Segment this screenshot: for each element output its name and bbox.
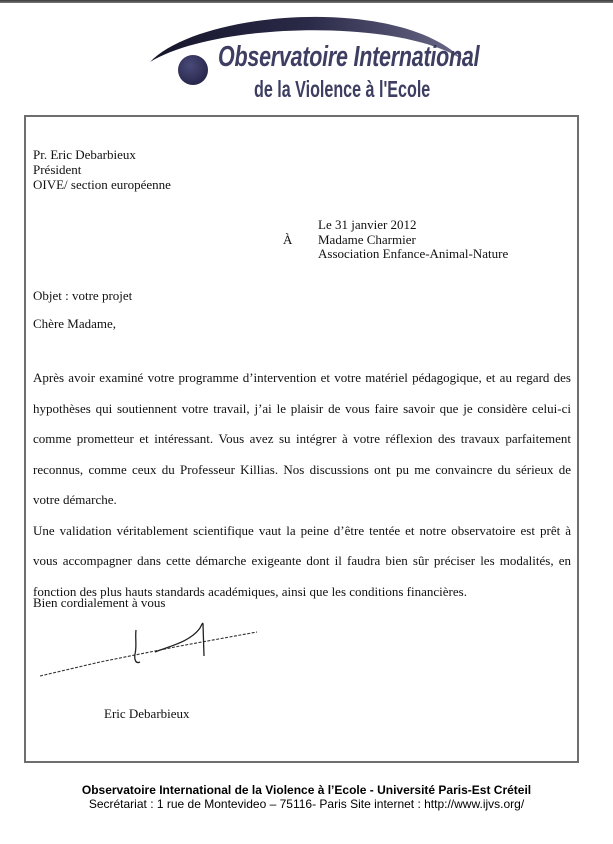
closing: Bien cordialement à vous <box>33 595 166 610</box>
organization-logo <box>0 0 613 110</box>
signatory-name: Eric Debarbieux <box>104 706 190 721</box>
letter-body <box>33 363 571 607</box>
logo-subtitle: de la Violence à l'Ecole <box>254 76 431 102</box>
signature <box>0 600 300 700</box>
sender-org: OIVE/ section européenne <box>33 177 171 192</box>
footer-organization: Observatoire International de la Violence à l’Ecole - Université Paris-Est Créteil <box>81 783 532 797</box>
logo-title: Observatoire International <box>218 41 480 73</box>
salutation: Chère Madame, <box>33 316 117 331</box>
recipient-marker: À <box>283 232 293 247</box>
signature-stroke-1 <box>135 630 140 663</box>
recipient-org: Association Enfance-Animal-Nature <box>318 246 509 261</box>
signature-baseline <box>40 632 257 676</box>
paragraph: Après avoir examiné votre programme d’intervention et votre matériel pédagogique, et au regard des hypothèses qui soutiennent votre travail, j’ai le plaisir de vous faire savoir que je considère celui-ci comme prometteur et intéressant. Vous avez su intégrer à votre réflexion des travaux parfaitement reconnus, comme ceux du Professeur Killias. Nos discussions ont pu me convaincre du sérieux de votre démarche. <box>33 370 571 507</box>
recipient-name: Madame Charmier <box>318 232 416 247</box>
logo-dot <box>178 55 208 85</box>
subject-line: Objet : votre projet <box>33 288 133 303</box>
sender-title: Président <box>33 162 82 177</box>
sender-name: Pr. Eric Debarbieux <box>33 147 136 162</box>
letter-date: Le 31 janvier 2012 <box>318 217 417 232</box>
paragraph: Une validation véritablement scientifique vaut la peine d’être tentée et notre observatoire est prêt à vous accompagner dans cette démarche exigeante dont il faudra bien sûr préciser les modalités, en fonction des plus hauts standards académiques, ainsi que les conditions financières. <box>33 522 571 599</box>
footer-address: Secrétariat : 1 rue de Montevideo – 75116- Paris Site internet : http://www.ijvs.org/ <box>88 797 525 811</box>
signature-stroke-2 <box>155 623 204 656</box>
